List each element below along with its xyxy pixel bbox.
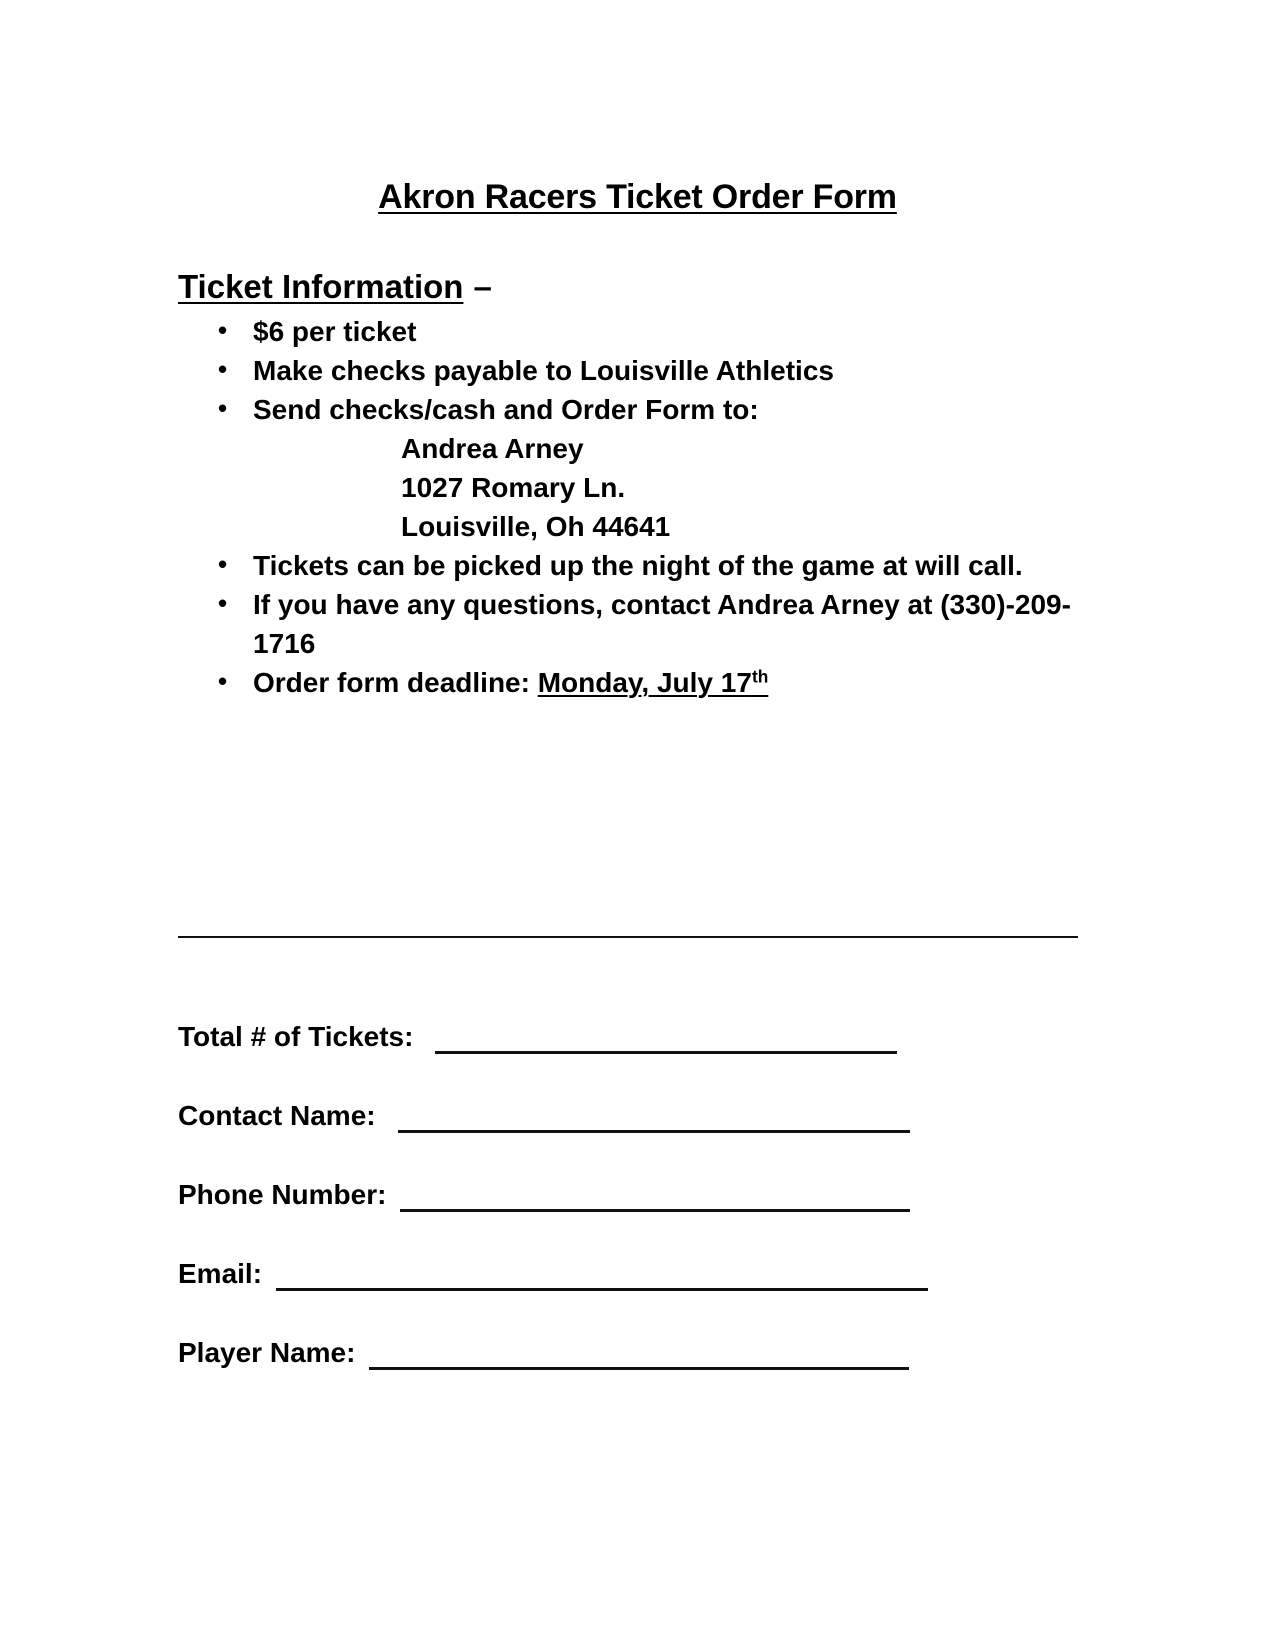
field-label: Total # of Tickets: bbox=[178, 1021, 414, 1052]
field-label: Email: bbox=[178, 1258, 263, 1289]
deadline-label: Order form deadline: bbox=[253, 667, 530, 698]
field-total-tickets bbox=[178, 975, 1108, 1054]
deadline-ordinal-suffix: th bbox=[751, 666, 769, 687]
ticket-information-list bbox=[178, 312, 1078, 702]
bullet-text: Tickets can be picked up the night of the game at will call. bbox=[253, 550, 1023, 581]
field-phone-number bbox=[178, 1133, 1108, 1212]
order-form-fields bbox=[178, 975, 1108, 1370]
field-label: Contact Name: bbox=[178, 1100, 376, 1131]
address-street: 1027 Romary Ln. bbox=[401, 472, 626, 503]
address-city-state-zip: Louisville, Oh 44641 bbox=[401, 511, 671, 542]
field-label: Player Name: bbox=[178, 1337, 356, 1368]
address-name: Andrea Arney bbox=[401, 433, 584, 464]
list-item bbox=[178, 351, 1078, 390]
section-heading-label: Ticket Information bbox=[178, 268, 464, 305]
deadline-date-text: Monday, July 17 bbox=[537, 667, 752, 698]
section-heading-dash: – bbox=[473, 268, 492, 305]
field-contact-name bbox=[178, 1054, 1108, 1133]
list-item bbox=[178, 546, 1078, 585]
field-email bbox=[178, 1212, 1108, 1291]
field-label: Phone Number: bbox=[178, 1179, 387, 1210]
phone-number-input[interactable] bbox=[400, 1179, 910, 1212]
page-title bbox=[0, 178, 1275, 216]
list-item bbox=[178, 585, 1078, 663]
bullet-text: Make checks payable to Louisville Athletics bbox=[253, 355, 834, 386]
list-item bbox=[178, 312, 1078, 351]
section-heading-ticket-information bbox=[178, 268, 492, 306]
field-player-name bbox=[178, 1291, 1108, 1370]
bullet-text: Send checks/cash and Order Form to: bbox=[253, 394, 759, 425]
deadline-date bbox=[538, 667, 769, 698]
list-item-deadline bbox=[178, 663, 1078, 702]
bullet-text: $6 per ticket bbox=[253, 316, 417, 347]
total-tickets-input[interactable] bbox=[435, 1021, 897, 1054]
page-title-text: Akron Racers Ticket Order Form bbox=[378, 178, 897, 216]
section-divider bbox=[178, 936, 1078, 938]
list-item bbox=[178, 390, 1078, 546]
contact-name-input[interactable] bbox=[398, 1100, 910, 1133]
player-name-input[interactable] bbox=[369, 1337, 909, 1370]
email-input[interactable] bbox=[276, 1258, 928, 1291]
mailing-address-block bbox=[253, 429, 1078, 546]
bullet-text: If you have any questions, contact Andrea Arney at (330)-209-1716 bbox=[253, 589, 1071, 659]
